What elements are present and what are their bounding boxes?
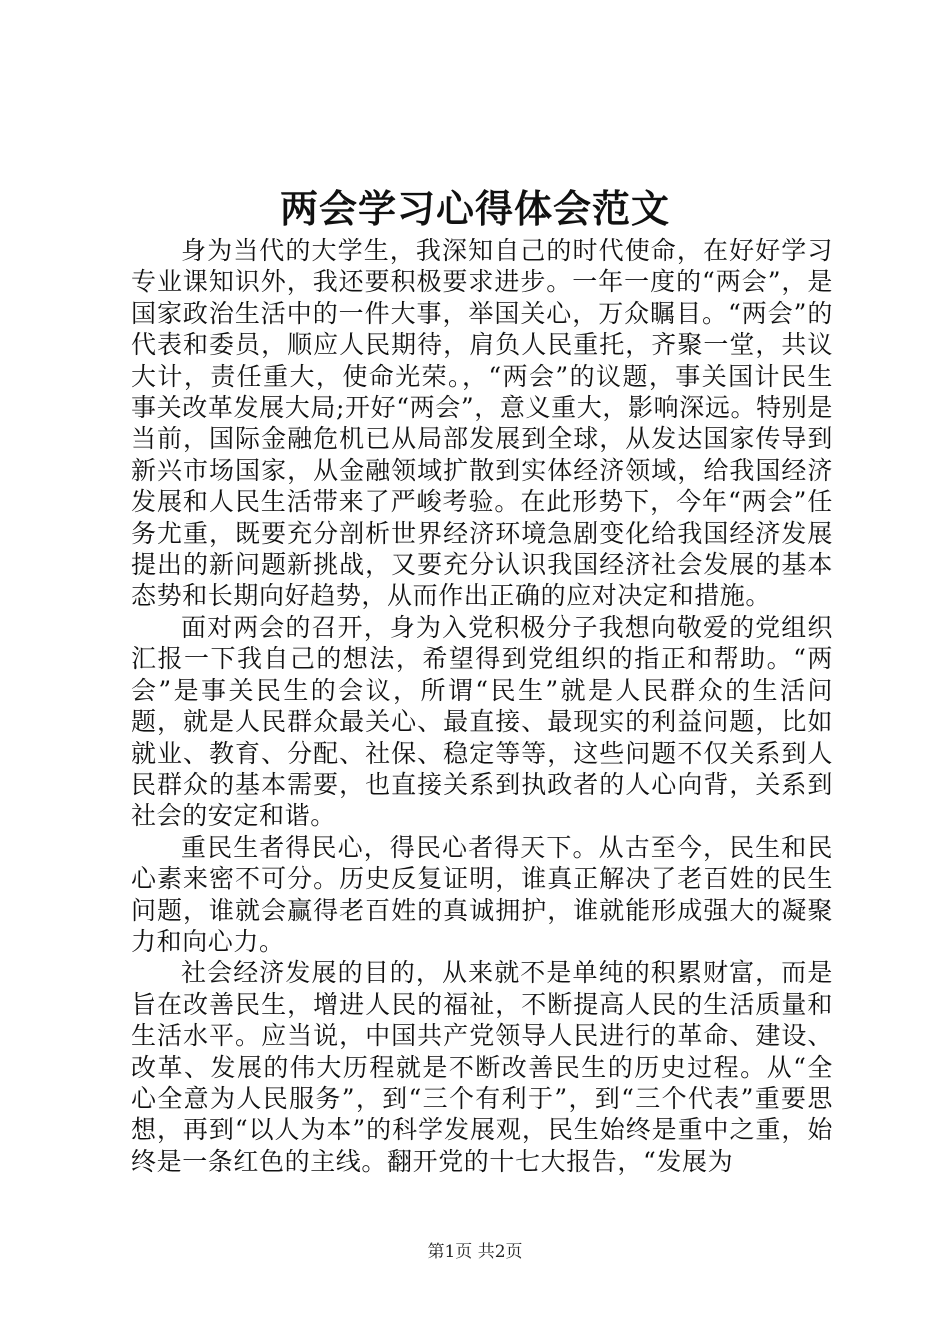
- document-title: 两会学习心得体会范文: [279, 187, 670, 231]
- paragraph: 面对两会的召开，身为入党积极分子我想向敬爱的党组织汇报一下我自己的想法，希望得到党组织的指正和帮助。“两会”是事关民生的会议，所谓“民生”就是人民群众的生活问题，就是人民群众最关心、最直接、最现实的利益问题，比如就业、教育、分配、社保、稳定等等，这些问题不仅关系到人民群众的基本需要，也直接关系到执政者的人心向背，关系到社会的安定和谐。: [131, 612, 833, 831]
- paragraph: 社会经济发展的目的，从来就不是单纯的积累财富，而是旨在改善民生，增进人民的福祉，不断提高人民的生活质量和生活水平。应当说，中国共产党领导人民进行的革命、建设、改革、发展的伟大历程就是不断改善民生的历史过程。从“全心全意为人民服务”，到“三个有利于”，到“三个代表”重要思想，再到“以人为本”的科学发展观，民生始终是重中之重，始终是一条红色的主线。翻开党的十七大报告，“发展为: [131, 958, 833, 1176]
- paragraph: 重民生者得民心，得民心者得天下。从古至今，民生和民心素来密不可分。历史反复证明，谁真正解决了老百姓的民生问题，谁就会赢得老百姓的真诚拥护，谁就能形成强大的凝聚力和向心力。: [131, 832, 833, 956]
- page-number-footer: 第1页 共2页: [427, 1242, 523, 1262]
- document-body: [131, 235, 833, 1177]
- paragraph: 身为当代的大学生，我深知自己的时代使命，在好好学习专业课知识外，我还要积极要求进步。一年一度的“两会”，是国家政治生活中的一件大事，举国关心，万众瞩目。“两会”的代表和委员，顺应人民期待，肩负人民重托，齐聚一堂，共议大计，责任重大，使命光荣。，“两会”的议题，事关国计民生事关改革发展大局;开好“两会”，意义重大，影响深远。特别是当前，国际金融危机已从局部发展到全球，从发达国家传导到新兴市场国家，从金融领域扩散到实体经济领域，给我国经济发展和人民生活带来了严峻考验。在此形势下，今年“两会”任务尤重，既要充分剖析世界经济环境急剧变化给我国经济发展提出的新问题新挑战，又要充分认识我国经济社会发展的基本态势和长期向好趋势，从而作出正确的应对决定和措施。: [131, 236, 833, 611]
